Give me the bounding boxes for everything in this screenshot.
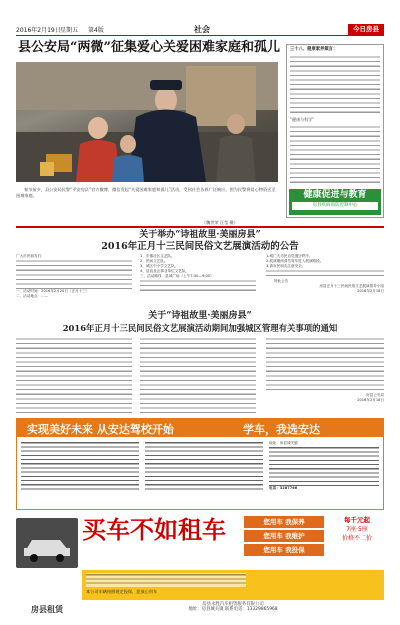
notice1-title-line1: 关于举办“诗祖故里·美丽房县” <box>139 230 261 240</box>
driving-school-contact <box>269 441 379 507</box>
notice2-col-3 <box>266 337 384 413</box>
sidebar-callout-sub: 房县疾病预防控制中心 <box>292 202 378 210</box>
notice1-col3-item3: 3.请市民朋友注意安全。 <box>266 264 306 268</box>
sidebar-callout-title: 健康促进与教育 <box>303 190 367 200</box>
notice1-col3-body <box>266 269 384 279</box>
notice1-col2-item2: 2、民间文艺队。 <box>140 259 168 263</box>
issue-date: 2016年2月19日 <box>16 27 61 34</box>
rental-promo-line3: 价格不二价 <box>341 535 372 542</box>
notice1-col3-closing: 特此公告 <box>274 279 289 283</box>
rental-info-highlight: 本公司车辆按照规定投保，您放心用车 <box>86 589 158 594</box>
notice1-col3-item2: 2.展演期间请勿驾车进入展演路段。 <box>266 259 324 263</box>
rental-promo <box>330 516 384 562</box>
rental-main-slogan: 买车不如租车 <box>82 515 226 544</box>
rental-service-3: 您用车 我投保 <box>244 544 324 556</box>
sidebar-text-block <box>290 55 380 115</box>
rental-company: 房县永胜汽车租赁服务有限公司 <box>202 602 264 607</box>
rental-info-text <box>86 573 246 587</box>
notice2-signer: 房县公安局 <box>366 393 384 397</box>
driving-school-contact-body <box>269 446 379 486</box>
notice1-col-1 <box>16 254 132 299</box>
masthead-logo: 今日房县 <box>348 24 384 35</box>
notice1-col3-item1: 1.城广大市民自觉遵守秩序。 <box>266 254 313 258</box>
notice2-col3-body <box>266 337 384 393</box>
rental-promo-line2: 7座·5座 <box>346 526 368 533</box>
notice2-col-1 <box>16 337 132 413</box>
notice1-col1-body <box>16 259 132 289</box>
car-rental-ad <box>16 512 384 622</box>
driving-school-phone: 电话：3287766 <box>269 486 298 490</box>
issue-weekday: 星期五 <box>60 27 79 34</box>
notice-1 <box>16 230 384 308</box>
photo-caption <box>16 187 278 225</box>
driving-school-ad <box>16 418 384 510</box>
notice2-date: 2016年2月18日 <box>357 398 384 402</box>
driving-school-body-2 <box>145 441 263 491</box>
notice1-col2-item3: 3、城区中小学文艺队。 <box>140 264 179 268</box>
car-icon <box>16 518 78 568</box>
sidebar-text-block-2 <box>290 125 380 185</box>
notice1-col2-item1: 1、乡镇社区文艺队。 <box>140 254 175 258</box>
notice1-col-3 <box>266 254 384 294</box>
driving-school-tagline: 学车，我选安达 <box>243 423 320 436</box>
notice2-title-line1: 关于“诗祖故里·美丽房县” <box>148 311 252 321</box>
photo-credit: （魏世荣 汪莹 摄） <box>201 220 238 225</box>
driving-school-address: 地址：房县城关镇 <box>269 441 298 445</box>
section-title: 社会 <box>194 25 210 34</box>
driving-school-banner <box>17 419 383 437</box>
rental-contact: 地址：房县城关镇 联系电话：13329865968 <box>188 607 278 612</box>
news-photo <box>16 62 278 182</box>
rental-service-2: 您用车 我维护 <box>244 530 324 542</box>
rental-info-banner <box>82 570 384 600</box>
rental-promo-line1: 每千元起 <box>344 516 370 524</box>
rental-logo <box>16 518 78 568</box>
rental-service-list <box>244 516 324 556</box>
driving-school-body-1 <box>21 441 139 491</box>
sidebar-subtitle: “健康与科学” <box>290 117 315 122</box>
sidebar-header: 三十八、健康素养箴言： <box>290 47 338 52</box>
notice1-col1-line1: 广大市民朋友们： <box>16 254 45 258</box>
rental-logo-caption: 房县租赁 <box>31 604 63 614</box>
notice1-col-2 <box>140 254 256 293</box>
photo-caption-text: 春节前夕，县公安局民警“平安房县”官方微博、微信发起“关爱困难家庭和孤儿”活动，受到社会各界广泛响应。图为民警将爱心物资送至困难家庭。 <box>16 187 276 198</box>
rental-service-1: 您用车 我保养 <box>244 516 324 528</box>
page-header <box>16 24 384 36</box>
notice1-date: 2016年2月18日 <box>357 289 384 293</box>
health-sidebar <box>286 44 384 218</box>
notice1-col2-item4: 4、县直及企事业单位文艺队。 <box>140 269 190 273</box>
notice1-signer: 房县正月十三民间民俗文艺展演领导小组 <box>319 284 384 288</box>
notice1-col1-place: 二、活动地点：…… <box>16 294 49 298</box>
photo-scene-illustration <box>16 62 278 182</box>
notice2-col-2 <box>140 337 256 413</box>
page-number: 第4版 <box>88 27 104 34</box>
notice1-col2-body <box>140 279 256 293</box>
rental-footer <box>82 602 384 620</box>
notice1-title-line2: 2016年正月十三民间民俗文艺展演活动的公告 <box>101 241 299 252</box>
notice-2 <box>16 311 384 415</box>
sidebar-callout <box>289 189 381 215</box>
notice1-col1-time: 一、活动时间：2016年2月20日（正月十三） <box>16 289 90 293</box>
divider <box>16 226 384 228</box>
headline: 县公安局“两微”征集爱心关爱困难家庭和孤儿 <box>18 40 280 55</box>
driving-school-slogan: 实现美好未来 从安达驾校开始 <box>27 423 174 436</box>
notice2-title-line2: 2016年正月十三民间民俗文艺展演活动期间加强城区管理有关事项的通知 <box>62 323 338 333</box>
notice1-col2-route: 三、活动路线：县城广场（上午7:30—9:00） <box>140 274 214 278</box>
